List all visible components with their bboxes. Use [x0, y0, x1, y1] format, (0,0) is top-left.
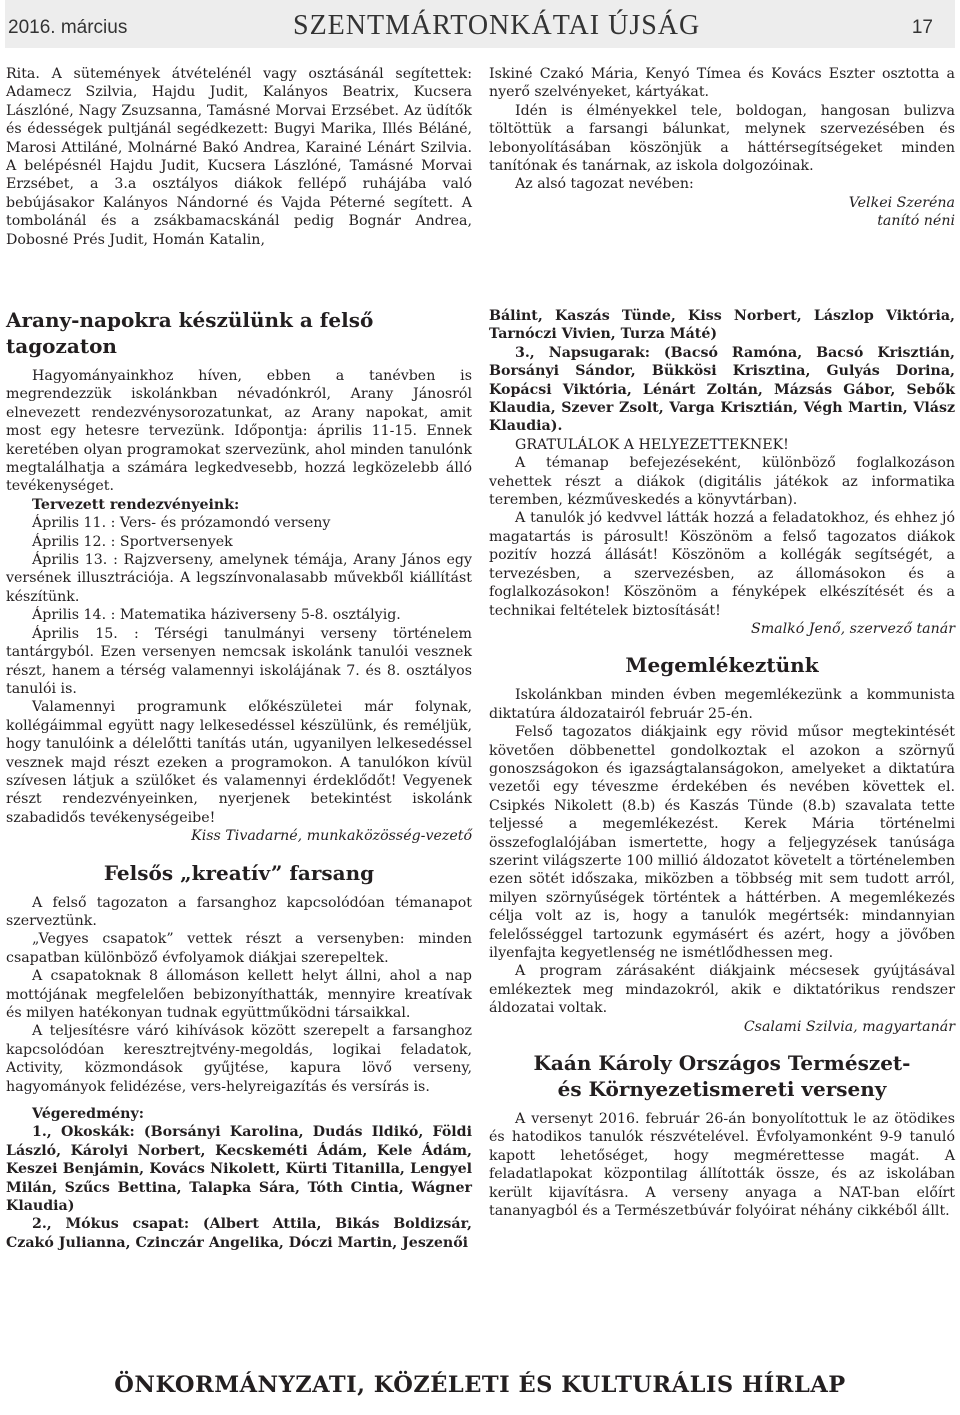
- results-title: Végeredmény:: [32, 1106, 144, 1123]
- farsang-paragraph: A teljesítésre váró kihívások között szerepelt a farsanghoz kapcsolódóan keresztrejtvény-megoldás, logikai feladatok, Activity, közmondások gyűjtése, kapura lövő verseny, hagyományok felidézése, vers-helyreigazítás és versírás is.: [6, 1023, 472, 1095]
- page-header: [5, 0, 955, 48]
- page-number: 17: [911, 17, 933, 38]
- event-item: Április 14. : Matematika háziverseny 5-8. osztályig.: [32, 607, 401, 624]
- newspaper-title: SZENTMÁRTONKÁTAI ÚJSÁG: [293, 10, 701, 41]
- megemlekezes-signature: Csalami Szilvia, magyartanár: [743, 1018, 955, 1035]
- megemlekezes-paragraph: Iskolánkban minden évben megemlékezünk a kommunista diktatúra áldozatairól február 25-én.: [489, 687, 955, 722]
- megemlekeztunk-heading: Megemlékeztünk: [625, 653, 819, 678]
- farsang-helpers-paragraph-cont: Iskiné Czakó Mária, Kenyó Tímea és Kovács Eszter osztotta a nyerő szelvényeket, kártyákat.: [489, 66, 955, 101]
- arany-closing-paragraph: Valamennyi programunk előkészületei már folynak, kollégáimmal együtt nagy lelkesedéssel készülünk, és reméljük, hogy tanulóink a délelőtti tanítás után, ugyanilyen lelkesedéssel vesznek majd részt ezeken a programokon. A tanulókon kívül szívesen látjuk a szülőket és valamennyi érdeklődőt! Vegyenek részt rendezvényeinken, nyerjenek betekintést iskolánk szabadidős tevékenységeibe!: [6, 699, 472, 826]
- event-item: Április 13. : Rajzverseny, amelynek témája, Arany János egy versének illusztrációja. A legszínvonalasabb művekből kiállítást készítünk.: [6, 552, 472, 605]
- kaan-paragraph: A versenyt 2016. február 26-án bonyolítottuk le az ötödikes és hatodikos tanulók részvételével. Évfolyamonként 9-9 tanuló kapott lehetőséget, hogy megmérettesse magát. A feladatlapokat központilag állították össze, és az iskolában került kijavításra. A verseny anyaga a NAT-ban előírt tananyagból és a Természetbúvár folyóirat néhány cikkéből állt.: [489, 1111, 955, 1220]
- result-second-place-cont: Bálint, Kaszás Tünde, Kiss Norbert, Lászlop Viktória, Tarnóczi Vivien, Turza Máté): [489, 308, 955, 343]
- kaan-heading-line1: Kaán Károly Országos Természet-: [533, 1051, 911, 1076]
- arany-signature: Kiss Tivadarné, munkaközösség-vezető: [191, 828, 472, 845]
- arany-intro-paragraph: Hagyományainkhoz híven, ebben a tanévben is megrendezzük iskolánkban névadónkról, Arany Jánosról elnevezett rendezvénysorozatunkat, az Arany napokat, amit most egy hetesre tervezünk. Időpontja: április 11-15. Ennek keretében olyan programokat szervezünk, ahol minden tanulónk megtalálhatja a számára legkedvesebb, hozzá legközelebb álló tevékenységet.: [6, 368, 472, 495]
- farsang-paragraph: A csapatoknak 8 állomáson kellett helyt állni, ahol a nap mottójának megfelelően bebizonyíthatták, mennyire kreatívak és milyen hatékonyan tudnak együttműködni társaikkal.: [6, 968, 472, 1021]
- result-first-place: 1., Okoskák: (Borsányi Karolina, Dudás Ildikó, Földi László, Károlyi Norbert, Kecskeméti Ádám, Kele Ádám, Keszei Benjámin, Kovács Nikolett, Kürti Titanilla, Lengyel Milán, Szűcs Bettina, Talapka Sára, Tóth Cintia, Wágner Klaudia): [6, 1124, 472, 1215]
- farsang-helpers-paragraph: Rita. A sütemények átvételénél vagy osztásánál segítettek: Adamecz Szilvia, Hajdu Judit, Kalányos Beatrix, Kucsera Lászlóné, Nagy Zsuzsanna, Tamásné Morvai Erzsébet. Az üdítők és édességek pultjánál segédkezett: Bugyi Marika, Illés Béláné, Marosi Attiláné, Molnárné Bakó Andrea, Karainé Lénárt Szilvia. A belépésnél Hajdu Judit, Kucsera Lászlóné, Tamásné Morvai Erzsébet, a 3.a osztályos diákok fellépő ruhájába való bebújásakor Kalányos Nándorné és Vajda Péterné segített. A tombolánál és a zsákbamacskánál pedig Bognár Andrea, Dobosné Prés Judit, Homán Katalin,: [6, 66, 472, 248]
- result-second-place: 2., Mókus csapat: (Albert Attila, Bikás Boldizsár, Czakó Julianna, Czinczár Angelika, Dóczi Martin, Jeszenői: [6, 1216, 472, 1251]
- event-item: Április 12. : Sportversenyek: [32, 533, 233, 550]
- megemlekezes-paragraph: Felső tagozatos diákjaink egy rövid műsor megtekintését követően döbbenettel gondolkoztak el azokon a szörnyű gonoszságokon és igazságtalanságokon, amelyeket a diktatúra vezetői egy téveszme érdekében és nevében követtek el. Csipkés Nikolett (8.b) és Kaszás Tünde (8.b) szavalata tette teljessé a megemlékezést. Kerek Mária történelmi összefoglalójában ismertette, hogy a feljegyzések tanúsága szerint világszerte 100 millió áldozatot követelt a történelemben ezen sötét időszaka, miközben a többség mit sem tudott arról, milyen szörnyűségek történtek a háttérben. A megemlékezés célja volt az is, hogy a tanulók megértsék: mindannyian felelősséggel tartozunk egymásért és azért, hogy a jövőben ilyenfajta kegyetlenség ne ismétlődhessen meg.: [489, 724, 955, 961]
- farsang-heading: Felsős „kreatív” farsang: [103, 860, 375, 885]
- result-third-place: 3., Napsugarak: (Bacsó Ramóna, Bacsó Krisztián, Borsányi Sándor, Bükkösi Krisztina, Gulyás Dorina, Kopácsi Viktória, Lénárt Zoltán, Mázsás Gábor, Sebők Klaudia, Szever Zsolt, Varga Krisztián, Végh Martin, Vlász Klaudia).: [489, 344, 955, 435]
- left-column: [6, 307, 472, 1252]
- signature-name: Velkei Szeréna: [848, 194, 955, 211]
- farsang-paragraph: A témanap befejezéseként, különböző foglalkozáson vehettek részt a diákok (digitális játékok az informatika teremben, kézműveskedés a könyvtárban).: [489, 455, 955, 509]
- top-right-column: [489, 65, 955, 231]
- right-column: [489, 307, 955, 1220]
- farsang-paragraph: A tanulók jó kedvvel látták hozzá a feladatokhoz, és ehhez jó magatartás is párosult! Köszönöm a felső tagozatos diákok pozitív hozzá állását! Köszönöm a kollégák segítségét, a tervezésben, a szervezésben, az állomásokon és a foglalkozásokon! Köszönöm a fényképek elkészítését és a technikai feltételek biztosítását!: [489, 510, 955, 619]
- megemlekezes-paragraph: A program zárásaként diákjaink mécsesek gyújtásával emlékeztek meg mindazokról, akik e diktatórikus rendszer áldozatai voltak.: [489, 963, 955, 1017]
- farsang-signature: Smalkó Jenő, szervező tanár: [750, 620, 955, 637]
- arany-napok-heading: Arany-napokra készülünk a felső tagozaton: [6, 308, 374, 358]
- event-item: Április 15. : Térségi tanulmányi verseny történelem tantárgyból. Ezen versenyen nemcsak iskolánk tanulói vesznek részt, hanem a térség valamennyi iskolájának 7. és 8. osztályos tanulói is.: [6, 625, 472, 697]
- top-left-column: [6, 65, 472, 249]
- kaan-heading-line2: és Környezetismereti verseny: [557, 1077, 887, 1102]
- page-footer: ÖNKORMÁNYZATI, KÖZÉLETI ÉS KULTURÁLIS HÍRLAP: [114, 1372, 846, 1398]
- farsang-on-behalf: Az alsó tagozat nevében:: [515, 176, 694, 193]
- issue-date: 2016. március: [8, 17, 128, 38]
- farsang-thanks-paragraph: Idén is élményekkel tele, boldogan, hangosan bulizva töltöttük a farsangi bálunkat, melynek szervezésében és lebonyolításában köszönjük a háttérsegítségeket minden tanítónak és tanárnak, az iskola dolgozóinak.: [489, 102, 955, 175]
- farsang-paragraph: A felső tagozaton a farsanghoz kapcsolódóan témanapot szerveztünk.: [6, 894, 472, 929]
- events-title: Tervezett rendezvényeink:: [32, 496, 240, 513]
- farsang-paragraph: „Vegyes csapatok” vettek részt a versenyben: minden csapatban különböző évfolyamok diákjai szerepeltek.: [6, 931, 472, 966]
- event-item: Április 11. : Vers- és prózamondó verseny: [32, 515, 331, 532]
- signature-role: tanító néni: [877, 213, 955, 230]
- congratulations: GRATULÁLOK A HELYEZETTEKNEK!: [515, 436, 789, 453]
